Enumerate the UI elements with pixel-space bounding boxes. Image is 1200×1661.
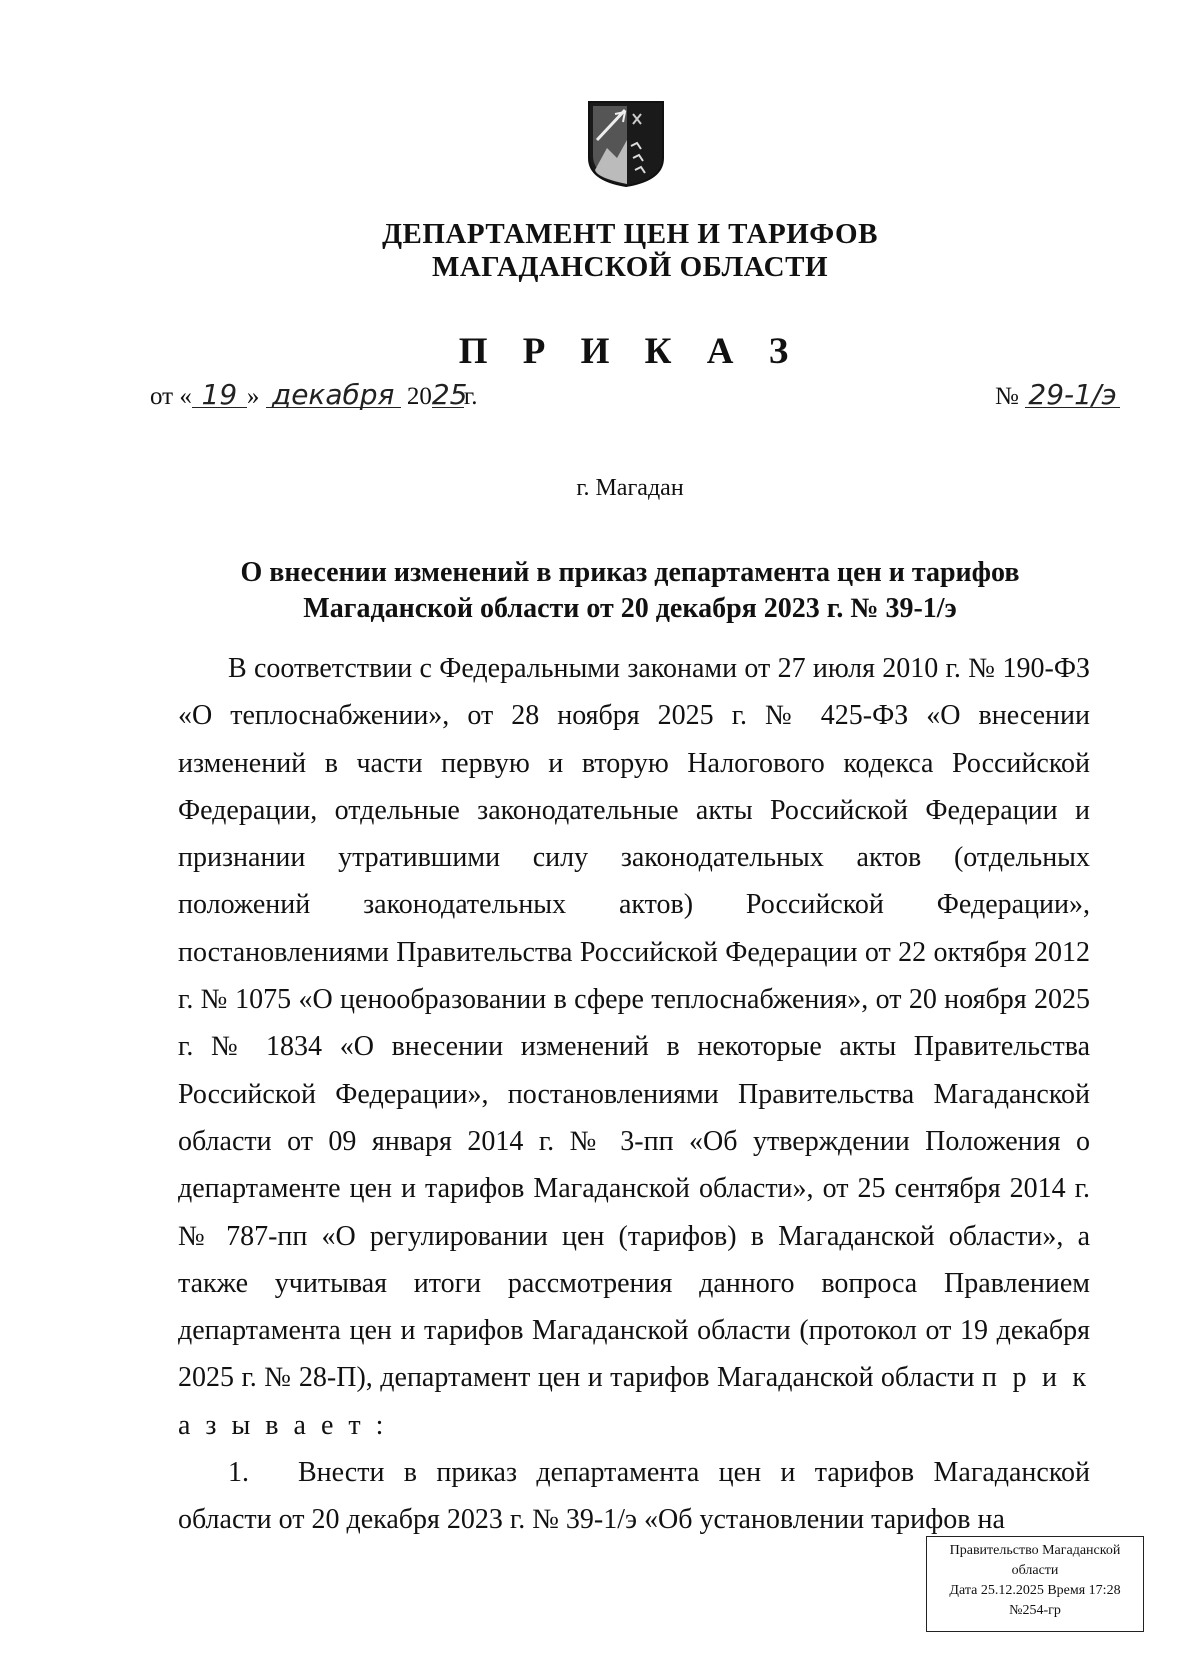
- document-body: [178, 645, 1090, 1544]
- date-year-suffix: 25: [431, 378, 468, 411]
- stamp-line-3: Дата 25.12.2025 Время 17:28: [949, 1583, 1121, 1598]
- coat-of-arms-icon: [587, 100, 665, 188]
- item-1-paragraph: [178, 1449, 1090, 1544]
- date-suffix: г.: [463, 383, 478, 410]
- date-prefix: от «: [150, 383, 192, 410]
- stamp-line-2: области: [1011, 1563, 1059, 1578]
- department-line-2: МАГАДАНСКОЙ ОБЛАСТИ: [431, 251, 829, 283]
- date-line: [150, 378, 478, 411]
- order-number-value: 29-1/э: [1025, 383, 1120, 408]
- city: г. Магадан: [576, 475, 684, 501]
- document-title: [0, 555, 1200, 627]
- title-line-2: Магаданской области от 20 декабря 2023 г. № 39-1/э: [303, 593, 957, 624]
- department-line-1: ДЕПАРТАМЕНТ ЦЕН И ТАРИФОВ: [382, 218, 878, 250]
- preamble-paragraph: [178, 645, 1090, 1449]
- date-day: 19: [192, 383, 247, 408]
- date-month: декабря: [266, 383, 401, 408]
- item-1-number: 1.: [228, 1457, 249, 1489]
- title-line-1: О внесении изменений в приказ департамента цен и тарифов: [240, 557, 1020, 588]
- order-number: [995, 378, 1120, 411]
- date-year-prefix: 20: [406, 383, 432, 410]
- order-number-label: №: [995, 383, 1019, 410]
- stamp-line-4: №254-гр: [1009, 1603, 1061, 1618]
- stamp-line-1: Правительство Магаданской: [949, 1543, 1121, 1558]
- item-1-text: Внести в приказ департамента цен и тарифов Магаданской области от 20 декабря 2023 г. № 39-1/э «Об установлении тарифов на: [178, 1457, 1090, 1536]
- preamble-text: В соответствии с Федеральными законами от 27 июля 2010 г. № 190-ФЗ «О теплоснабжении», от 28 ноября 2025 г. № 425-ФЗ «О внесении изменений в части первую и вторую Налогового кодекса Российской Федерации, отдельные законодательные акты Российской Федерации и признании утратившими силу законодательных актов (отдельных положений законодательных актов) Российской Федерации», постановлениями Правительства Российской Федерации от 22 октября 2012 г. № 1075 «О ценообразовании в сфере теплоснабжения», от 20 ноября 2025 г. № 1834 «О внесении изменений в некоторые акты Правительства Российской Федерации», постановлениями Правительства Магаданской области от 09 января 2014 г. № 3-пп «Об утверждении Положения о департаменте цен и тарифов Магаданской области», от 25 сентября 2014 г. № 787-пп «О регулировании цен (тарифов) в Магаданской области», а также учитывая итоги рассмотрения данного вопроса Правлением департамента цен и тарифов Магаданской области (протокол от 19 декабря 2025 г. № 28-П), департамент цен и тарифов Магаданской области: [178, 653, 1090, 1394]
- date-mid: »: [246, 383, 260, 410]
- department-name: [0, 218, 1200, 284]
- document-type: П Р И К А З: [458, 331, 802, 372]
- preamble-action: п р и к а з ы в а е т :: [178, 1362, 1091, 1441]
- registration-stamp: [926, 1536, 1144, 1632]
